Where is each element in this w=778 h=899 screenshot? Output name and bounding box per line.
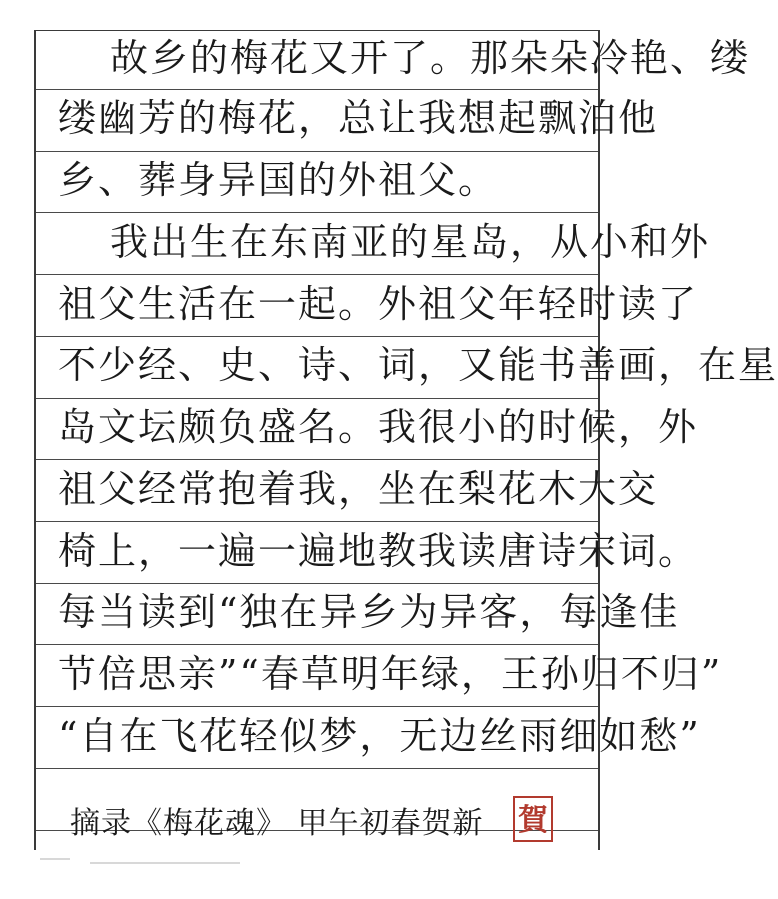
scan-smudge <box>40 858 70 860</box>
text-line: 缕幽芳的梅花，总让我想起飘泊他 <box>58 96 659 140</box>
seal-glyph: 賀 <box>518 803 548 838</box>
text-line: 祖父经常抱着我，坐在梨花木大交 <box>58 467 659 511</box>
text-line: 节倍思亲”“春草明年绿，王孙归不归” <box>58 652 723 696</box>
text-line: 乡、葬身异国的外祖父。 <box>58 158 499 202</box>
text-line: 我出生在东南亚的星岛，从小和外 <box>110 220 711 264</box>
text-line: 祖父生活在一起。外祖父年轻时读了 <box>58 282 699 326</box>
scan-smudge <box>90 862 240 864</box>
text-line: 椅上，一遍一遍地教我读唐诗宋词。 <box>58 529 699 573</box>
signature-line: 摘录《梅花魂》 甲午初春贺新 <box>70 806 484 841</box>
text-line: 不少经、史、诗、词，又能书善画，在星 <box>58 343 778 387</box>
text-line: “自在飞花轻似梦，无边丝雨细如愁” <box>58 714 701 758</box>
text-line: 岛文坛颇负盛名。我很小的时候，外 <box>58 405 699 449</box>
red-seal-stamp <box>513 796 553 842</box>
text-line: 每当读到“独在异乡为异客，每逢佳 <box>58 590 680 634</box>
text-line: 故乡的梅花又开了。那朵朵冷艳、缕 <box>110 36 751 80</box>
calligraphy-sheet <box>34 30 778 850</box>
